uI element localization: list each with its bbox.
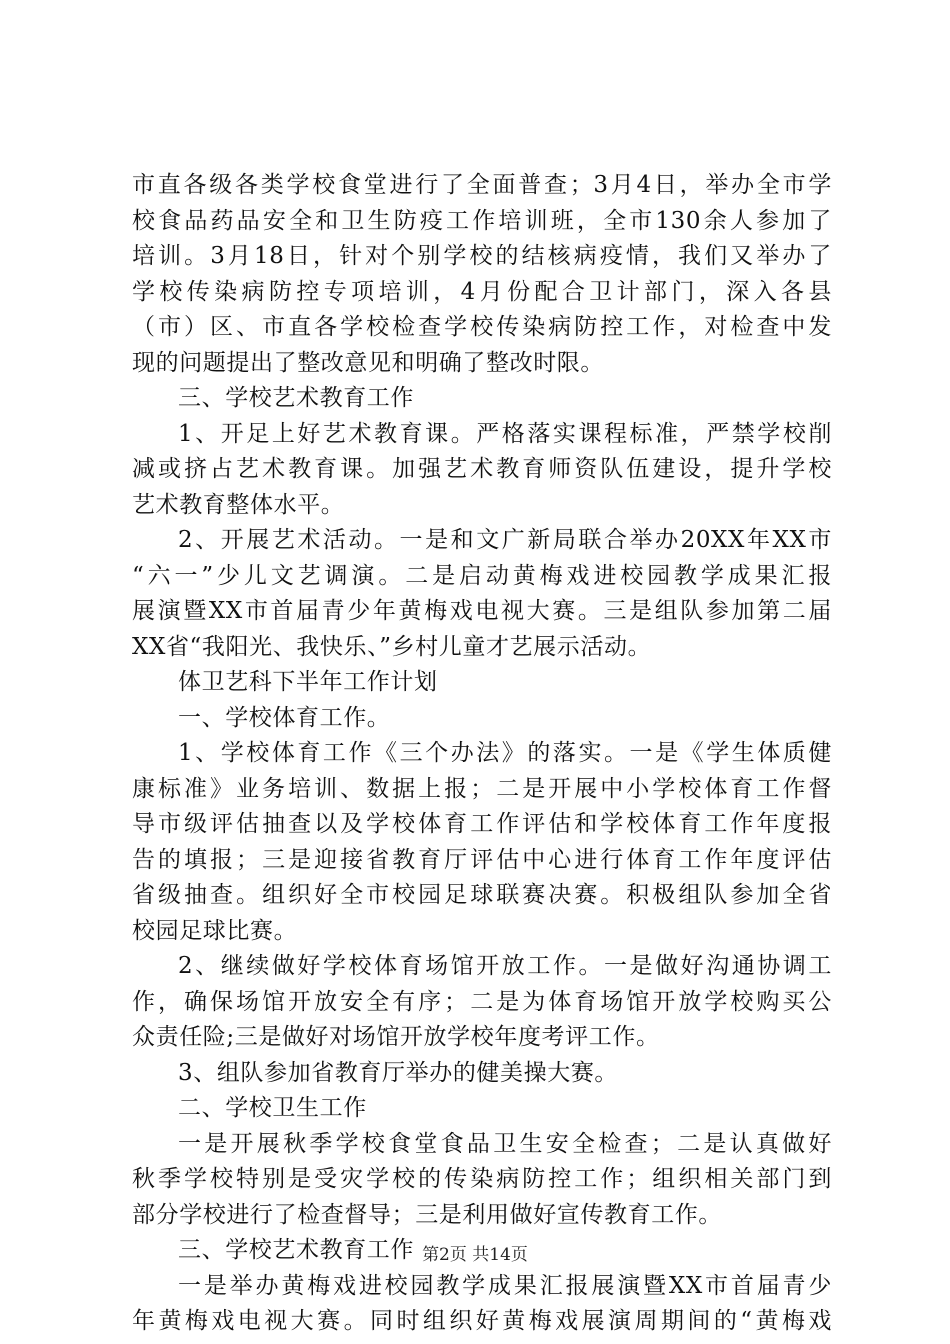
text-line: 导市级评估抽查以及学校体育工作评估和学校体育工作年度报 (132, 811, 832, 837)
document-body (132, 168, 832, 1340)
text-line: 一是开展秋季学校食堂食品卫生安全检查；二是认真做好 (178, 1130, 832, 1157)
text-line: 现的问题提出了整改意见和明确了整改时限。 (132, 349, 604, 376)
text-line: （市）区、市直各学校检查学校传染病防控工作，对检查中发 (132, 314, 832, 340)
paragraph (132, 1127, 832, 1234)
text-line: 减或挤占艺术教育课。加强艺术教育师资队伍建设，提升学校 (132, 456, 832, 482)
text-line: 校园足球比赛。 (132, 917, 298, 944)
text-line: 康标准》业务培训、数据上报；二是开展中小学校体育工作督 (132, 775, 832, 802)
text-line: 三、学校艺术教育工作 (178, 385, 414, 411)
paragraph (132, 168, 832, 381)
paragraph (132, 1056, 832, 1092)
text-line: 部分学校进行了检查督导；三是利用做好宣传教育工作。 (132, 1201, 722, 1228)
text-line: 作，确保场馆开放安全有序；二是为体育场馆开放学校购买公 (132, 988, 832, 1015)
text-line: 告的填报；三是迎接省教育厅评估中心进行体育工作年度评估 (132, 846, 832, 873)
text-line: 展演暨XX市首届青少年黄梅戏电视大赛。三是组队参加第二届 (132, 598, 832, 624)
section-heading (132, 665, 832, 701)
section-heading (132, 1091, 832, 1127)
text-line: XX省“我阳光、我快乐、”乡村儿童才艺展示活动。 (132, 633, 652, 660)
text-line: 2、开展艺术活动。一是和文广新局联合举办20XX年XX市 (178, 527, 832, 553)
text-line: 一、学校体育工作。 (178, 704, 391, 731)
text-line: 1、开足上好艺术教育课。严格落实课程标准，严禁学校削 (178, 420, 832, 447)
paragraph (132, 949, 832, 1056)
page-number-footer: 第2页 共14页 (422, 1245, 528, 1265)
paragraph (132, 417, 832, 524)
paragraph (132, 736, 832, 949)
text-line: 2、继续做好学校体育场馆开放工作。一是做好沟通协调工 (178, 953, 832, 979)
paragraph (132, 1269, 832, 1340)
section-heading (132, 381, 832, 417)
text-line: 秋季学校特别是受灾学校的传染病防控工作；组织相关部门到 (132, 1166, 832, 1192)
text-line: 三、学校艺术教育工作 (178, 1237, 414, 1263)
text-line: 一是举办黄梅戏进校园教学成果汇报展演暨XX市首届青少 (178, 1272, 832, 1299)
text-line: 培训。3月18日，针对个别学校的结核病疫情，我们又举办了 (132, 243, 832, 269)
section-heading (132, 701, 832, 737)
text-line: 二、学校卫生工作 (178, 1095, 367, 1121)
text-line: 省级抽查。组织好全市校园足球联赛决赛。积极组队参加全省 (132, 882, 832, 908)
text-line: 年黄梅戏电视大赛。同时组织好黄梅戏展演周期间的“黄梅戏 (132, 1308, 832, 1334)
text-line: “六一”少儿文艺调演。二是启动黄梅戏进校园教学成果汇报 (132, 562, 832, 589)
paragraph (132, 523, 832, 665)
text-line: 校食品药品安全和卫生防疫工作培训班，全市130余人参加了 (132, 207, 832, 234)
text-line: 众责任险;三是做好对场馆开放学校年度考评工作。 (132, 1024, 660, 1050)
text-line: 3、组队参加省教育厅举办的健美操大赛。 (178, 1059, 619, 1086)
text-line: 1、学校体育工作《三个办法》的落实。一是《学生体质健 (178, 740, 832, 766)
text-line: 学校传染病防控专项培训，4月份配合卫计部门，深入各县 (132, 278, 832, 305)
text-line: 体卫艺科下半年工作计划 (178, 669, 438, 695)
text-line: 艺术教育整体水平。 (132, 491, 345, 518)
text-line: 市直各级各类学校食堂进行了全面普查；3月4日，举办全市学 (132, 172, 832, 198)
